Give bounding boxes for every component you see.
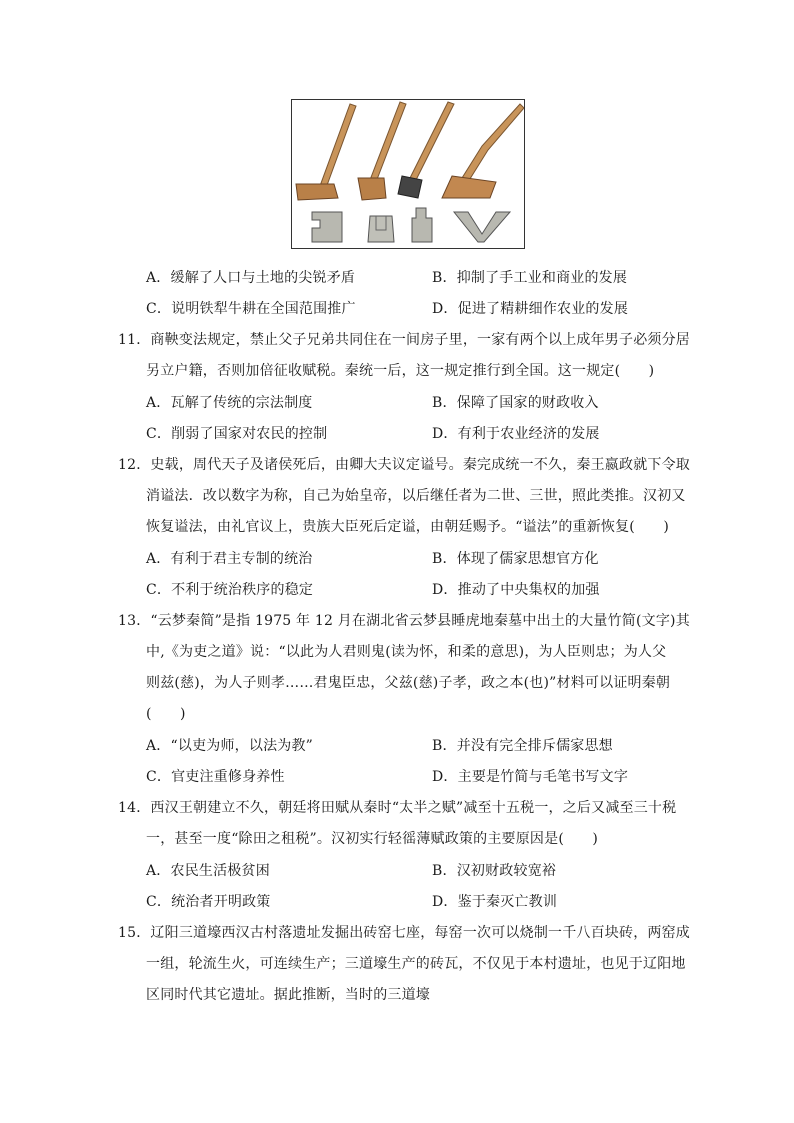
q11-stem-line-1: 11．商鞅变法规定，禁止父子兄弟共同住在一间房子里，一家有两个以上成年男子必须分居 — [118, 332, 691, 348]
q11-option-c: C．削弱了国家对农民的控制 — [146, 426, 328, 442]
q14-option-c: C．统治者开明政策 — [146, 894, 271, 910]
q14-option-d: D．鉴于秦灭亡教训 — [432, 894, 558, 910]
q12-stem-line-2: 消谥法．改以数字为称，自己为始皇帝，以后继任者为二世、三世，照此类推。汉初又 — [146, 488, 686, 504]
q10-option-c: C．说明铁犁牛耕在全国范围推广 — [146, 301, 356, 317]
q14-option-a: A．农民生活极贫困 — [146, 863, 270, 879]
q13-stem-line-3: 则兹(慈)，为人子则孝……君鬼臣忠，父兹(慈)子孝，政之本(也)”材料可以证明秦朝 — [146, 675, 671, 691]
q14-option-b: B．汉初财政较宽裕 — [432, 863, 557, 879]
q13-option-c: C．官吏注重修身养性 — [146, 769, 285, 785]
q14-stem-line-2: 一，甚至一度“除田之租税”。汉初实行轻徭薄赋政策的主要原因是( ) — [146, 831, 599, 847]
q13-option-d: D．主要是竹简与毛笔书写文字 — [432, 769, 629, 785]
q13-option-b: B．并没有完全排斥儒家思想 — [432, 738, 613, 754]
q13-stem-line-2: 中,《为吏之道》说：“以此为人君则鬼(读为怀，和柔的意思)，为人臣则忠；为人父 — [146, 644, 667, 660]
q12-option-b: B．体现了儒家思想官方化 — [432, 551, 599, 567]
q10-option-a: A．缓解了人口与土地的尖锐矛盾 — [146, 270, 356, 286]
q11-stem-line-2: 另立户籍，否则加倍征收赋税。秦统一后，这一规定推行到全国。这一规定( ) — [146, 363, 655, 379]
q13-option-a: A．“以吏为师，以法为教” — [146, 738, 314, 754]
q13-stem-line-4: ( ) — [146, 706, 186, 722]
q12-option-d: D．推动了中央集权的加强 — [432, 582, 600, 598]
iron-farm-tools-icon — [292, 100, 524, 248]
q14-stem-line-1: 14．西汉王朝建立不久，朝廷将田赋从秦时“太半之赋”减至十五税一，之后又减至三十税 — [118, 800, 677, 816]
q12-stem-line-3: 恢复谥法，由礼官议上，贵族大臣死后定谥，由朝廷赐予。“谥法”的重新恢复( ) — [146, 519, 670, 535]
q15-stem-line-3: 区同时代其它遗址。据此推断，当时的三道壕 — [146, 987, 430, 1003]
q15-stem-line-2: 一组，轮流生火，可连续生产；三道壕生产的砖瓦，不仅见于本村遗址，也见于辽阳地 — [146, 956, 686, 972]
q12-stem-line-1: 12．史载，周代天子及诸侯死后，由卿大夫议定谥号。秦完成统一不久，秦王嬴政就下令取 — [118, 457, 691, 473]
q12-option-a: A．有利于君主专制的统治 — [146, 551, 313, 567]
q10-option-b: B．抑制了手工业和商业的发展 — [432, 270, 628, 286]
q11-option-a: A．瓦解了传统的宗法制度 — [146, 395, 313, 411]
q10-option-d: D．促进了精耕细作农业的发展 — [432, 301, 629, 317]
q15-stem-line-1: 15．辽阳三道壕西汉古村落遗址发掘出砖窑七座，每窑一次可以烧制一千八百块砖，两窑成 — [118, 925, 691, 941]
q13-stem-line-1: 13．“云梦秦简”是指 1975 年 12 月在湖北省云梦县睡虎地秦墓中出土的大量竹简(文字)其 — [118, 613, 690, 629]
q11-option-b: B．保障了国家的财政收入 — [432, 395, 599, 411]
farm-tools-figure — [291, 99, 525, 249]
q11-option-d: D．有利于农业经济的发展 — [432, 426, 600, 442]
q12-option-c: C．不利于统治秩序的稳定 — [146, 582, 314, 598]
